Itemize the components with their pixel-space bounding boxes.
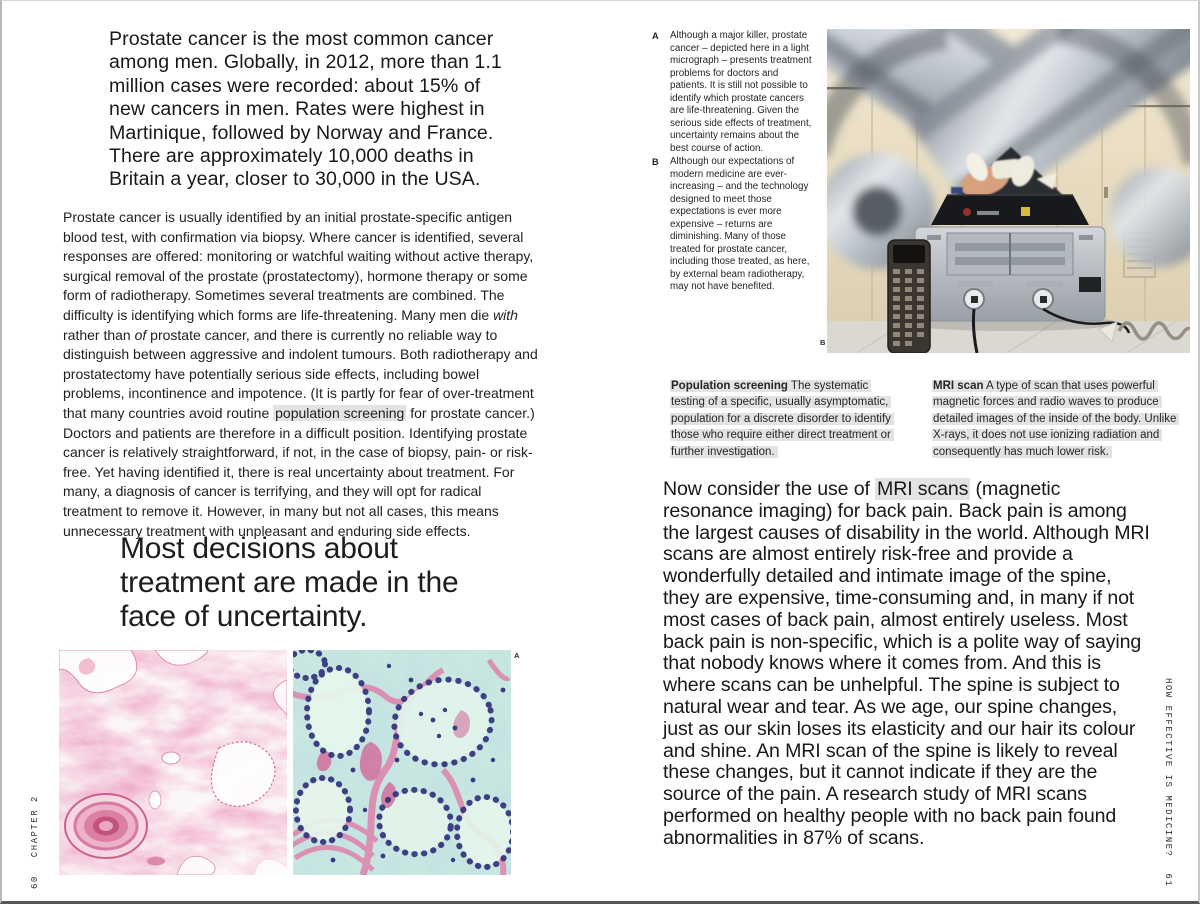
running-head-title: HOW EFFECTIVE IS MEDICINE? <box>1163 678 1173 858</box>
treatment-couch <box>931 195 1089 225</box>
definition-mri-scan: MRI scan A type of scan that uses powerful magnetic forces and radio waves to produce detailed images of the inside of the body. Unlike X-rays, it does not use ionizing radiation and consequently has much lower risk. <box>932 378 1184 460</box>
figure-micrographs <box>59 650 511 875</box>
definition-population-screening: Population screening The systematic testing of a specific, usually asymptomatic, population for a discrete disorder to identify those who require either direct treatment or further investigation. <box>670 378 894 460</box>
caption-b-marker: B <box>652 156 659 167</box>
pull-quote: Most decisions about treatment are made in the face of uncertainty. <box>120 532 459 633</box>
page-number-left: 60 <box>30 875 40 889</box>
chapter-label: CHAPTER 2 <box>30 795 40 858</box>
running-foot-right <box>1162 678 1174 890</box>
figure-captions <box>652 30 816 295</box>
caption-a <box>652 30 816 155</box>
micrograph-right-image <box>293 650 511 875</box>
intro-paragraph: Prostate cancer is the most common cancer among men. Globally, in 2012, more than 1.1 million cases were recorded: about 15% of new cancers in men. Rates were highest in Martinique, followed by Norway and France. There are approximately 10,000 deaths in Britain a year, closer to 30,000 in the USA. <box>109 28 502 191</box>
caption-a-text: Although a major killer, prostate cancer – depicted here in a light micrograph – presents treatment problems for doctors and patients. It is still not possible to identify which prostate cancers are life-threatening. Given the serious side effects of treatment, uncertainty remains about the best course of action. <box>670 30 812 154</box>
caption-b-text: Although our expectations of modern medicine are ever-increasing – and the technology designed to meet those expectations is ever more expensive – returns are diminishing. Many of those treated for prostate cancer, including those treated, as here, by external beam radiotherapy, may not have benefited. <box>670 156 810 292</box>
caption-a-marker: A <box>652 30 659 41</box>
corpora-rings <box>65 794 147 858</box>
figure-a-label: A <box>514 651 520 660</box>
figure-b-label: B <box>820 338 826 347</box>
page-number-right: 61 <box>1163 873 1173 888</box>
remote-pendant <box>888 240 930 353</box>
running-foot-left <box>29 769 41 889</box>
body-paragraph-left: Prostate cancer is usually identified by an initial prostate-specific antigen blood test, with confirmation via biopsy. Where cancer is identified, several responses are offered: monitoring or watchful waiting without active therapy, surgical removal of the prostate (prostatectomy), hormone therapy or some form of radiotherapy. Sometimes several treatments are combined. The difficulty is identifying which forms are life-threatening. Many men die with rather than of prostate cancer, and there is currently no reliable way to distinguish between aggressive and indolent tumours. Both radiotherapy and prostatectomy have potentially serious side effects, including bowel problems, incontinence and impotence. (It is partly for fear of over-treatment that many countries avoid routine population screening for prostate cancer.) Doctors and patients are therefore in a difficult position. Identifying prostate cancer is relatively straightforward, if not, in the case of biopsy, pain- or risk-free. Yet having identified it, there is real uncertainty about treatment. For many, a diagnosis of cancer is terrifying, and they will opt for radical treatment to remove it. However, in many but not all cases, this means unnecessary treatment with unpleasant and enduring side effects. <box>63 209 538 539</box>
body-paragraph-right: Now consider the use of MRI scans (magnetic resonance imaging) for back pain. Back pain is among the largest causes of disability in the world. Although MRI scans are almost entirely risk-free and provide a wonderfully detailed and intimate image of the spine, they are expensive, time-consuming and, in many if not most cases of back pain, almost entirely useless. Most back pain is non-specific, which is a polite way of saying that nobody knows where it comes from. And this is where scans can be unhelpful. The spine is subject to natural wear and tear. As we age, our spine changes, just as our skin loses its elasticity and our hair its colour and shine. An MRI scan of the spine is likely to reveal these changes, but it cannot indicate if they are the source of the pain. A research study of MRI scans performed on healthy people with no back pain found abnormalities in 87% of scans. <box>663 478 1150 849</box>
caption-b <box>652 156 816 294</box>
radiotherapy-photo <box>827 29 1190 353</box>
micrograph-left-image <box>59 650 287 875</box>
